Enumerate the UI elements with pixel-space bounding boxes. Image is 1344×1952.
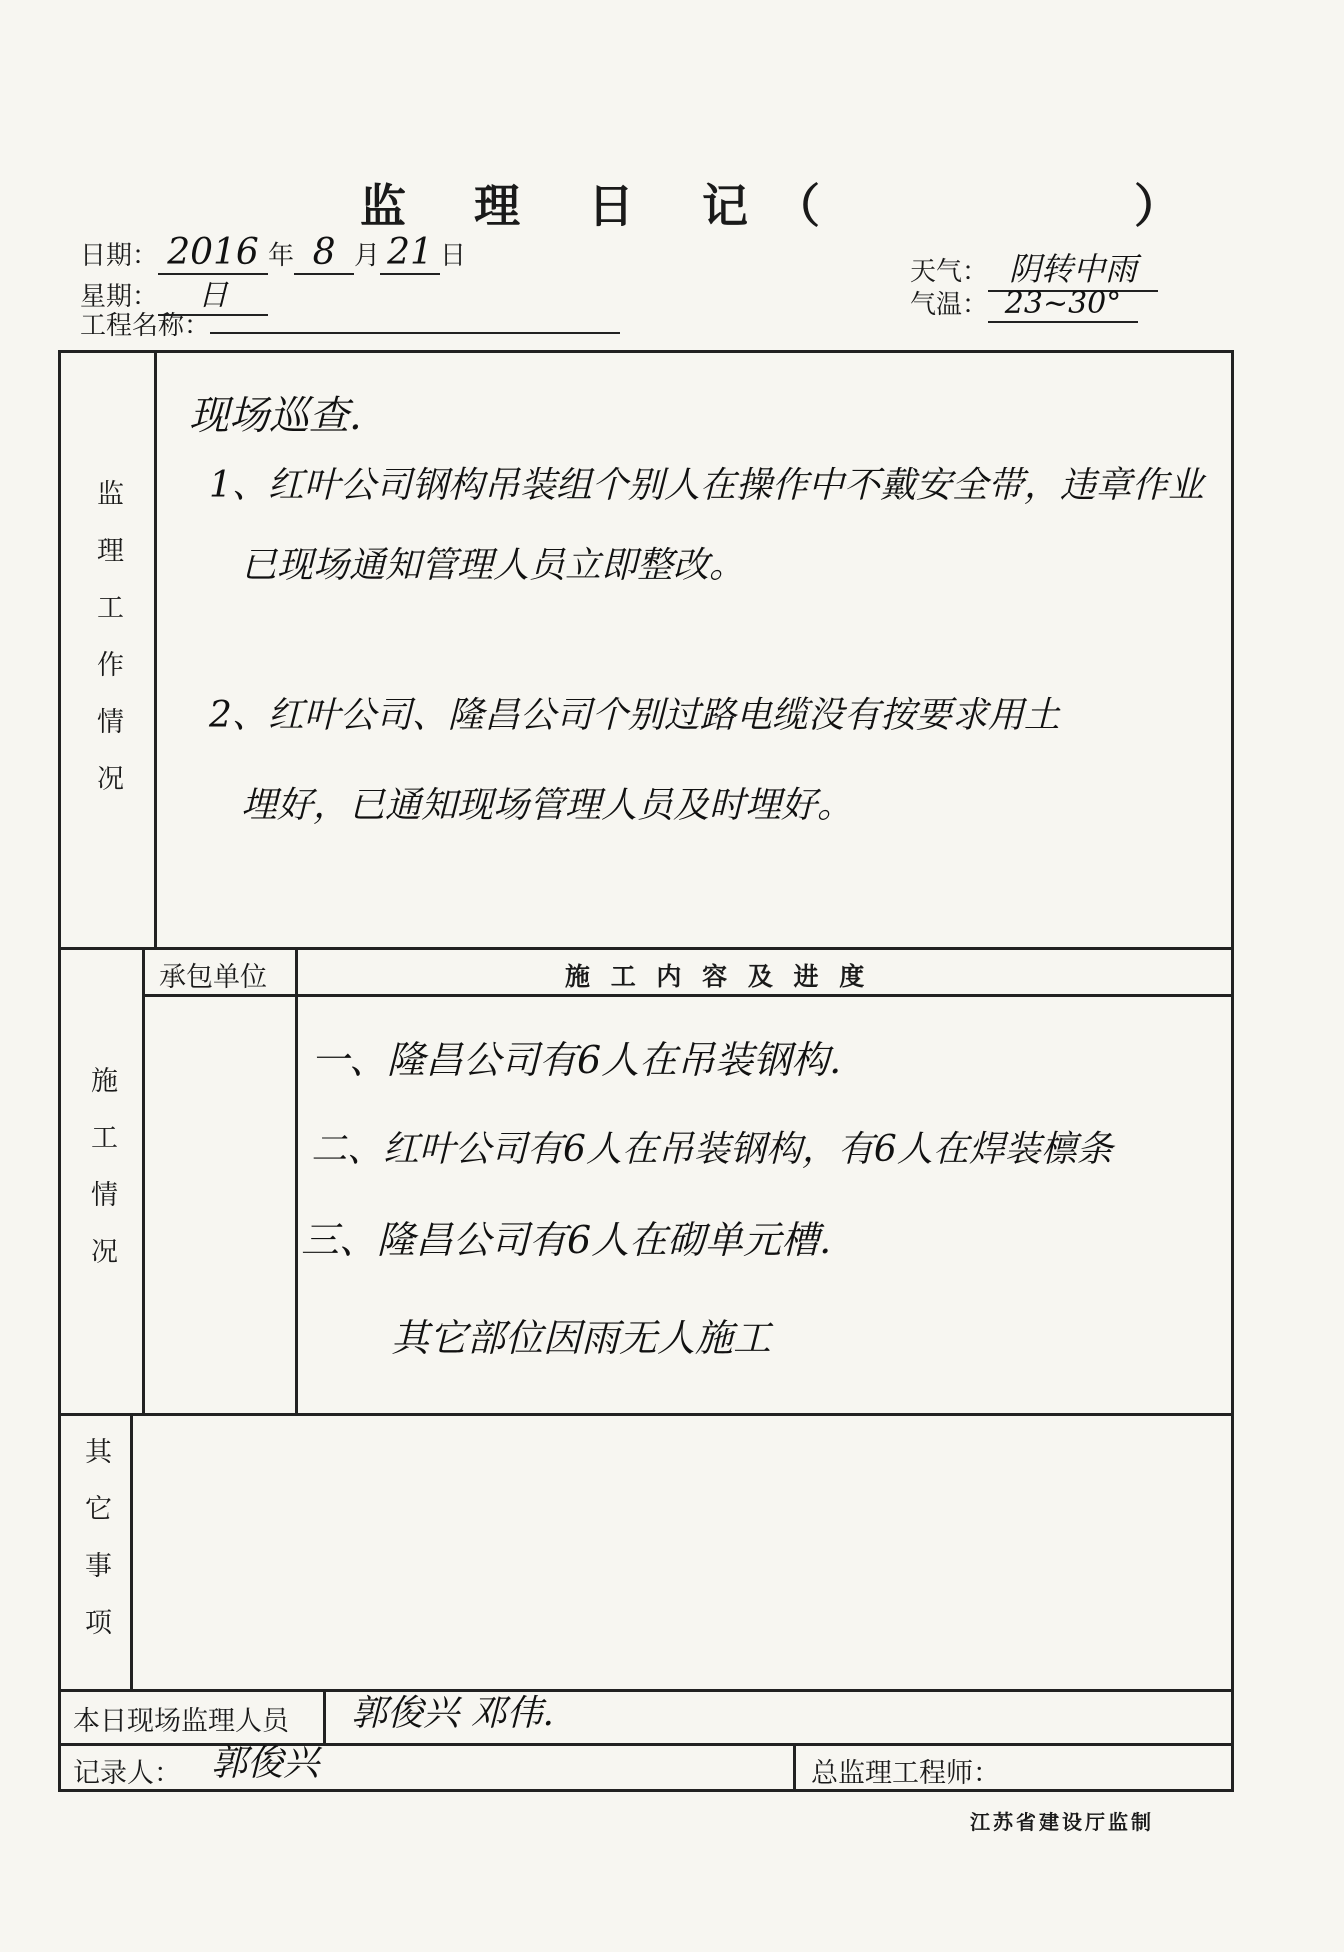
header-col-divider xyxy=(295,947,298,997)
project-label: 工程名称： xyxy=(80,311,211,341)
work-item1-line1: 1、红叶公司钢构吊装组个别人在操作中不戴安全带，违章作业 xyxy=(209,465,1204,506)
recorder-col-divider xyxy=(793,1743,796,1789)
diary-table xyxy=(58,350,1234,1792)
construction-line4: 其它部位因雨无人施工 xyxy=(391,1316,772,1360)
temp-row xyxy=(910,284,1138,323)
date-year: 2016 xyxy=(158,232,268,275)
weather-label: 天气： xyxy=(910,257,989,287)
month-unit: 月 xyxy=(354,241,381,271)
other-section xyxy=(61,1413,1231,1689)
work-item2-line1: 2、红叶公司、隆昌公司个别过路电缆没有按要求用土 xyxy=(209,695,1060,736)
construction-line1: 一、隆昌公司有6人在吊装钢构. xyxy=(311,1038,842,1082)
page-title: 监 理 日 记（ ） xyxy=(360,179,1207,233)
other-section-label: 其它事项 xyxy=(61,1413,133,1689)
construction-section xyxy=(61,947,1231,1413)
project-row xyxy=(80,304,620,342)
weekday-label: 星期： xyxy=(80,282,159,312)
date-month: 8 xyxy=(294,232,354,275)
content-header: 施 工 内 容 及 进 度 xyxy=(565,962,871,991)
recorder-row xyxy=(61,1743,1231,1789)
temp-label: 气温： xyxy=(910,290,989,320)
date-day: 21 xyxy=(380,232,440,275)
work-item2-line2: 埋好，已通知现场管理人员及时埋好。 xyxy=(241,785,854,826)
staff-row xyxy=(61,1689,1231,1743)
construction-line2: 二、红叶公司有6人在吊装钢构，有6人在焊装檩条 xyxy=(311,1129,1113,1170)
staff-label: 本日现场监理人员 xyxy=(73,1706,289,1737)
work-section-label: 监理工作情况 xyxy=(61,353,157,947)
date-row xyxy=(80,232,466,275)
recorder-value: 郭俊兴 xyxy=(211,1743,320,1784)
work-section xyxy=(61,353,1231,947)
work-item1-line2: 已现场通知管理人员立即整改。 xyxy=(241,545,746,586)
day-unit: 日 xyxy=(440,241,467,271)
weather-value: 阴转中雨 xyxy=(988,244,1158,292)
contractor-header: 承包单位 xyxy=(159,962,267,993)
weekday-value: 日 xyxy=(158,270,268,316)
temp-value: 23~30° xyxy=(988,286,1138,323)
construction-line3: 三、隆昌公司有6人在砌单元槽. xyxy=(301,1218,832,1262)
date-label: 日期： xyxy=(80,241,159,271)
project-value xyxy=(210,304,620,334)
construction-header-row xyxy=(145,947,1231,997)
staff-value: 郭俊兴 邓伟. xyxy=(351,1693,554,1734)
work-heading: 现场巡查. xyxy=(189,393,362,439)
chief-engineer-label: 总监理工程师： xyxy=(811,1758,1000,1789)
footer-note: 江苏省建设厅监制 xyxy=(970,1810,1154,1834)
construction-section-label: 施工情况 xyxy=(61,947,145,1413)
contractor-col-divider xyxy=(295,997,298,1413)
staff-col-divider xyxy=(323,1689,326,1743)
recorder-label: 记录人： xyxy=(73,1758,181,1789)
year-unit: 年 xyxy=(268,241,295,271)
